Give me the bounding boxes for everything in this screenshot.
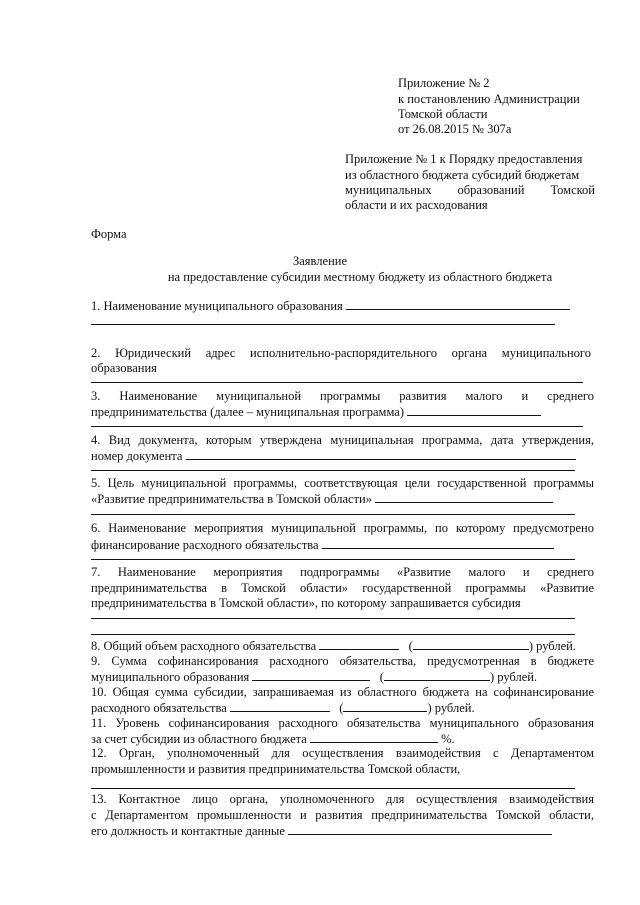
item-2-line2: образования [91,361,157,375]
item-6-rule[interactable] [91,559,575,560]
appendix2-line4: области и их расходования [345,198,488,212]
item-8-amount-blank[interactable] [319,638,399,650]
item-3-line2: предпринимательства (далее – муниципальная программа) [91,404,541,421]
appendix2-line1: Приложение № 1 к Порядку предоставления [345,152,583,166]
item-10-amount-blank[interactable] [230,700,330,712]
appendix2-line3: муниципальных образований Томской [345,183,595,197]
item-2-line1: 2. Юридический адрес исполнительно-распорядительного органа муниципального [91,346,591,360]
appendix-region: Томской области [398,107,488,121]
item-10-words-blank[interactable] [343,700,427,712]
item-8-line: 8. Общий объем расходного обязательства ( ) рублей. [91,639,576,653]
item-12-line1: 12. Орган, уполномоченный для осуществления взаимодействия с Департаментом [91,746,594,760]
item-1-blank[interactable] [346,298,570,310]
appendix2-line2: из областного бюджета субсидий бюджетам [345,168,580,182]
item-9-amount-blank[interactable] [252,669,370,681]
item-6-line2: финансирование расходного обязательства [91,537,554,554]
item-1-rule[interactable] [91,324,555,325]
item-1-label: 1. Наименование муниципального образования [91,298,570,315]
item-11-line2: за счет субсидии из областного бюджета %. [91,732,455,746]
item-13-blank[interactable] [288,823,552,835]
item-4-line1: 4. Вид документа, которым утверждена муниципальная программа, дата утверждения, [91,433,594,447]
appendix-decree: к постановлению Администрации [398,92,580,106]
item-13-line1: 13. Контактное лицо органа, уполномоченного для осуществления взаимодействия [91,792,594,806]
item-13-line2: с Департаментом промышленности и развития предпринимательства Томской области, [91,808,594,822]
item-9-words-blank[interactable] [384,669,490,681]
item-7-line1: 7. Наименование мероприятия подпрограммы «Развитие малого и среднего [91,565,594,579]
item-5-line1: 5. Цель муниципальной программы, соответствующая цели государственной программы [91,476,594,490]
item-3-blank[interactable] [407,404,541,416]
form-label: Форма [91,227,127,241]
item-4-line2: номер документа [91,448,576,465]
document-title: Заявление [292,254,347,268]
item-7-line3: предпринимательства в Томской области», по которому запрашивается субсидия [91,596,521,610]
item-3-rule[interactable] [91,426,583,427]
item-5-blank[interactable] [375,491,553,503]
item-13-line3: его должность и контактные данные [91,823,552,840]
item-7-rule-1[interactable] [91,618,575,619]
item-10-line2: расходного обязательства ( ) рублей. [91,701,475,715]
item-4-rule[interactable] [91,470,575,471]
item-2-rule[interactable] [91,382,583,383]
item-6-line1: 6. Наименование мероприятия муниципальной программы, по которому предусмотрено [91,521,594,535]
item-5-line2: «Развитие предпринимательства в Томской области» [91,491,553,508]
item-6-blank[interactable] [322,537,554,549]
appendix-date: от 26.08.2015 № 307а [398,122,512,136]
item-5-rule[interactable] [91,514,575,515]
document-subtitle: на предоставление субсидии местному бюджету из областного бюджета [167,270,553,284]
item-9-line1: 9. Сумма софинансирования расходного обязательства, предусмотренная в бюджете [91,654,594,668]
appendix-number: Приложение № 2 [398,76,490,90]
item-10-line1: 10. Общая сумма субсидии, запрашиваемая из областного бюджета на софинансирование [91,685,594,699]
item-3-line1: 3. Наименование муниципальной программы развития малого и среднего [91,389,594,403]
item-12-line2: промышленности и развития предпринимательства Томской области, [91,762,461,776]
item-7-line2: предпринимательства в Томской области» государственной программы «Развитие [91,581,594,595]
item-8-words-blank[interactable] [413,638,529,650]
item-9-line2: муниципального образования ( ) рублей. [91,670,538,684]
item-4-blank[interactable] [186,448,576,460]
item-11-percent-blank[interactable] [310,731,438,743]
item-7-rule-2[interactable] [91,634,575,635]
item-12-rule[interactable] [91,788,575,789]
item-11-line1: 11. Уровень софинансирования расходного обязательства муниципального образования [91,716,594,730]
